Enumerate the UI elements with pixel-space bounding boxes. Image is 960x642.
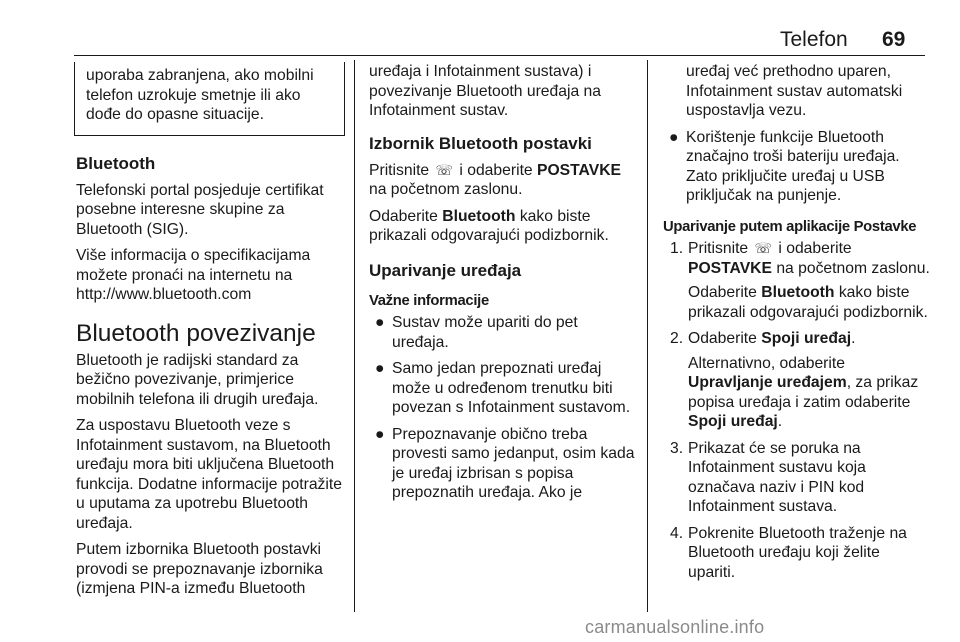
phone-home-icon: ☏ xyxy=(435,161,454,178)
step-4: 4. Pokrenite Bluetooth traženje na Bluetooth uređaju koji želite upariti. xyxy=(670,524,907,581)
settings-menu-heading: Izbornik Bluetooth postavki xyxy=(369,133,592,153)
important-info-heading: Važne informacije xyxy=(369,292,489,309)
page-section-title: Telefon xyxy=(780,28,848,51)
step-2-detail: Alternativno, odaberite Upravljanje uređajem, za prikaz popisa uređaja i zatim odaberite Spoji uređaj. xyxy=(688,354,919,430)
bluetooth-paragraph-1: Telefonski portal posjeduje certifikat posebne interesne skupine za Bluetooth (SIG). xyxy=(76,181,324,238)
connection-paragraph-2: Za uspostavu Bluetooth veze s Infotainment sustavom, na Bluetooth uređaju mora biti uključena Bluetooth funkcija. Dodatne informacije potražite u uputama za upotrebu Bluetooth uređaja. xyxy=(76,417,342,532)
settings-menu-paragraph-1: Pritisnite ☏ i odaberite POSTAVKE na početnom zaslonu. xyxy=(369,161,621,198)
step-2: 2. Odaberite Spoji uređaj. xyxy=(670,330,856,347)
warning-box-text: uporaba zabranjena, ako mobilni telefon uzrokuje smetnje ili ako dođe do opasne situacije. xyxy=(86,67,314,123)
bullet-icon: ● xyxy=(375,360,385,377)
column-divider-1 xyxy=(354,60,355,612)
bullet-icon: ● xyxy=(375,314,385,331)
watermark: carmanualsonline.info xyxy=(585,617,765,637)
bluetooth-heading: Bluetooth xyxy=(76,153,156,173)
column-divider-2 xyxy=(647,60,648,612)
column-3 xyxy=(663,62,931,589)
settings-menu-paragraph-2: Odaberite Bluetooth kako biste prikazali odgovarajući podizbornik. xyxy=(369,207,609,244)
list-item: ● Sustav može upariti do pet uređaja. xyxy=(375,314,578,351)
step-1-detail: Odaberite Bluetooth kako biste prikazali odgovarajući podizbornik. xyxy=(688,284,928,321)
list-item: ● Samo jedan prepoznati uređaj može u određenom trenutku biti povezan s Infotainment sustavom. xyxy=(375,360,631,416)
list-item: ● Korištenje funkcije Bluetooth značajno troši bateriju uređaja. Zato priključite uređaj u USB priključak na punjenje. xyxy=(669,128,900,204)
page-header xyxy=(0,12,960,52)
column-2 xyxy=(369,62,637,510)
app-pairing-heading: Uparivanje putem aplikacije Postavke xyxy=(663,218,917,235)
step-1: 1. Pritisnite ☏ i odaberite POSTAVKE na početnom zaslonu. xyxy=(670,240,930,277)
header-rule xyxy=(74,55,925,56)
bluetooth-paragraph-2: Više informacija o specifikacijama možete pronaći na internetu na http://www.bluetooth.com xyxy=(76,247,311,303)
phone-home-icon: ☏ xyxy=(754,240,773,256)
bullet-icon: ● xyxy=(669,128,679,146)
continued-paragraph: uređaja i Infotainment sustava) i povezivanje Bluetooth uređaja na Infotainment sustav. xyxy=(369,63,601,119)
warning-box xyxy=(74,62,345,136)
connection-paragraph-1: Bluetooth je radijski standard za bežično povezivanje, primjerice mobilnih telefona ili drugih uređaja. xyxy=(76,351,319,408)
step-3: 3. Prikazat će se poruka na Infotainment sustavu koja označava naziv i PIN kod Infotainment sustava. xyxy=(670,439,866,515)
connection-paragraph-3: Putem izbornika Bluetooth postavki provodi se prepoznavanje izbornika (izmjena PIN-a između Bluetooth xyxy=(76,541,323,597)
bullet-icon: ● xyxy=(375,425,385,443)
bullet-continuation: uređaj već prethodno uparen, Infotainment sustav automatski uspostavlja vezu. xyxy=(686,63,903,119)
column-1 xyxy=(76,62,342,606)
page-number: 69 xyxy=(882,28,906,51)
connection-heading: Bluetooth povezivanje xyxy=(76,319,316,347)
list-item: ● Prepoznavanje obično treba provesti samo jedanput, osim kada je uređaj izbrisan s popisa prepoznatih uređaja. Ako je xyxy=(375,425,635,501)
pairing-heading: Uparivanje uređaja xyxy=(369,260,522,280)
